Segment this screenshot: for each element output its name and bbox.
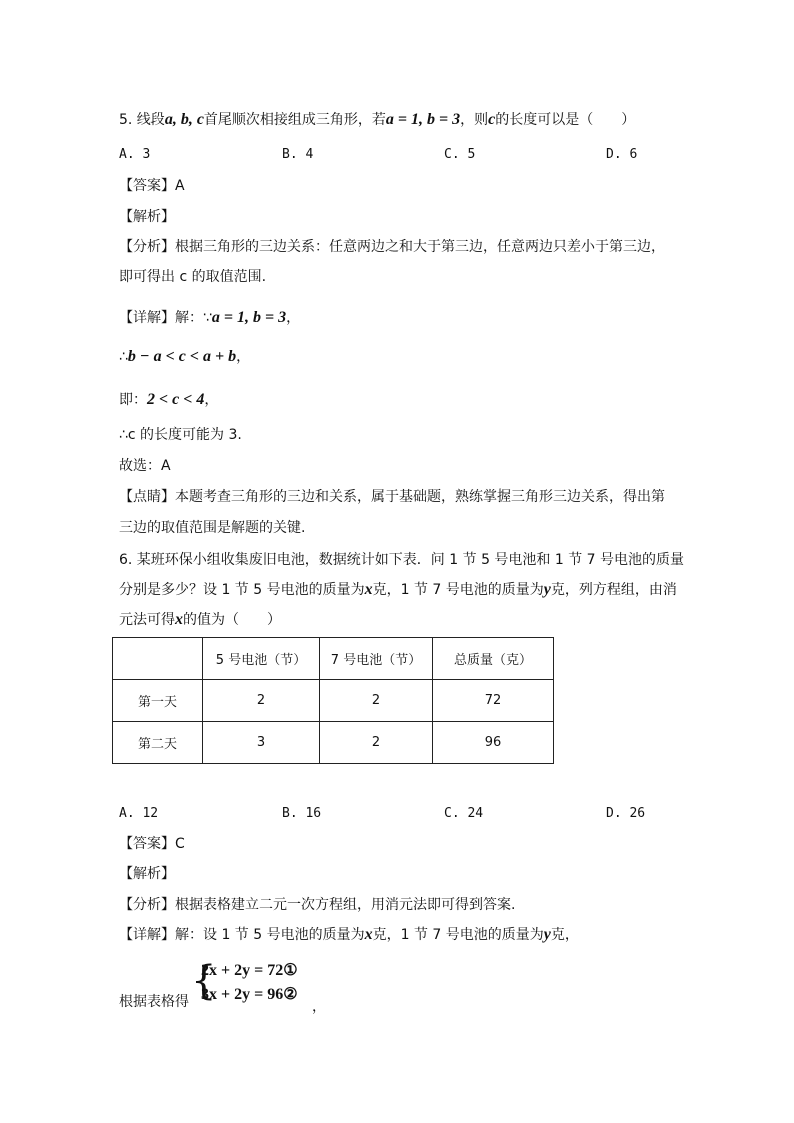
- table-row: [113, 680, 554, 722]
- equation-system-brace: {: [191, 958, 217, 1004]
- table-cell: 2: [320, 680, 433, 722]
- q6-analysis: 【分析】根据表格建立二元一次方程组，用消元法即可得到答案.: [119, 897, 516, 913]
- table-cell: 72: [433, 680, 554, 722]
- q6-option-d: D. 26: [606, 806, 646, 821]
- equation-2: 3x + 2y = 96②: [201, 986, 298, 1003]
- q5-analysis-line-2: 即可得出 c 的取值范围.: [119, 269, 267, 285]
- q5-option-b: B. 4: [282, 147, 314, 162]
- q5-answer: 【答案】A: [119, 178, 185, 194]
- q5-option-d: D. 6: [606, 147, 638, 162]
- equation-1: 2x + 2y = 72①: [201, 962, 298, 979]
- q5-stem: 5. 线段a, b, c首尾顺次相接组成三角形，若a = 1, b = 3，则c的长度可以是（ ）: [119, 111, 636, 128]
- table-cell: 96: [433, 722, 554, 764]
- table-header-cell: 总质量（克）: [433, 638, 554, 680]
- table-header-row: [113, 638, 554, 680]
- q5-analysis-heading: 【解析】: [119, 209, 175, 225]
- q5-inequality-1: ∴b − a < c < a + b，: [119, 348, 251, 365]
- q6-detail: 【详解】解：设 1 节 5 号电池的质量为x克，1 节 7 号电池的质量为y克，: [119, 926, 579, 943]
- q6-stem-line-2: 分别是多少？设 1 节 5 号电池的质量为x克，1 节 7 号电池的质量为y克，列方程组，由消: [119, 581, 677, 598]
- q6-option-b: B. 16: [282, 806, 322, 821]
- q5-option-c: C. 5: [444, 147, 476, 162]
- q5-conclusion: ∴c 的长度可能为 3.: [119, 427, 242, 443]
- q5-choice: 故选：A: [119, 458, 171, 474]
- table-cell: 3: [203, 722, 320, 764]
- q5-detail: 【详解】解：∵a = 1, b = 3，: [119, 309, 301, 326]
- table-header-cell: 7 号电池（节）: [320, 638, 433, 680]
- q6-stem-line-3: 元法可得x的值为（ ）: [119, 611, 281, 628]
- q6-analysis-heading: 【解析】: [119, 866, 175, 882]
- q5-option-a: A. 3: [119, 147, 151, 162]
- table-row: [113, 722, 554, 764]
- q5-condition: a = 1, b = 3: [385, 111, 461, 128]
- battery-data-table: [112, 637, 554, 764]
- equation-comma: ，: [312, 999, 326, 1015]
- table-cell: 第一天: [113, 680, 203, 722]
- table-header-cell: [113, 638, 203, 680]
- q5-comment-line-2: 三边的取值范围是解题的关键.: [119, 520, 306, 536]
- q6-answer: 【答案】C: [119, 836, 185, 852]
- q5-analysis-line-1: 【分析】根据三角形的三边关系：任意两边之和大于第三边，任意两边只差小于第三边，: [119, 239, 665, 255]
- q6-option-c: C. 24: [444, 806, 484, 821]
- q6-stem-line-1: 6. 某班环保小组收集废旧电池，数据统计如下表．问 1 节 5 号电池和 1 节 7 号电池的质量: [119, 552, 685, 568]
- q6-option-a: A. 12: [119, 806, 159, 821]
- q5-vars: a, b, c: [164, 111, 204, 128]
- table-cell: 第二天: [113, 722, 203, 764]
- q6-by-table-label: 根据表格得: [119, 994, 189, 1010]
- q5-inequality-2: 即：2 < c < 4，: [119, 391, 219, 408]
- q5-comment-line-1: 【点睛】本题考查三角形的三边和关系，属于基础题，熟练掌握三角形三边关系，得出第: [119, 489, 665, 505]
- table-header-cell: 5 号电池（节）: [203, 638, 320, 680]
- table-cell: 2: [320, 722, 433, 764]
- table-cell: 2: [203, 680, 320, 722]
